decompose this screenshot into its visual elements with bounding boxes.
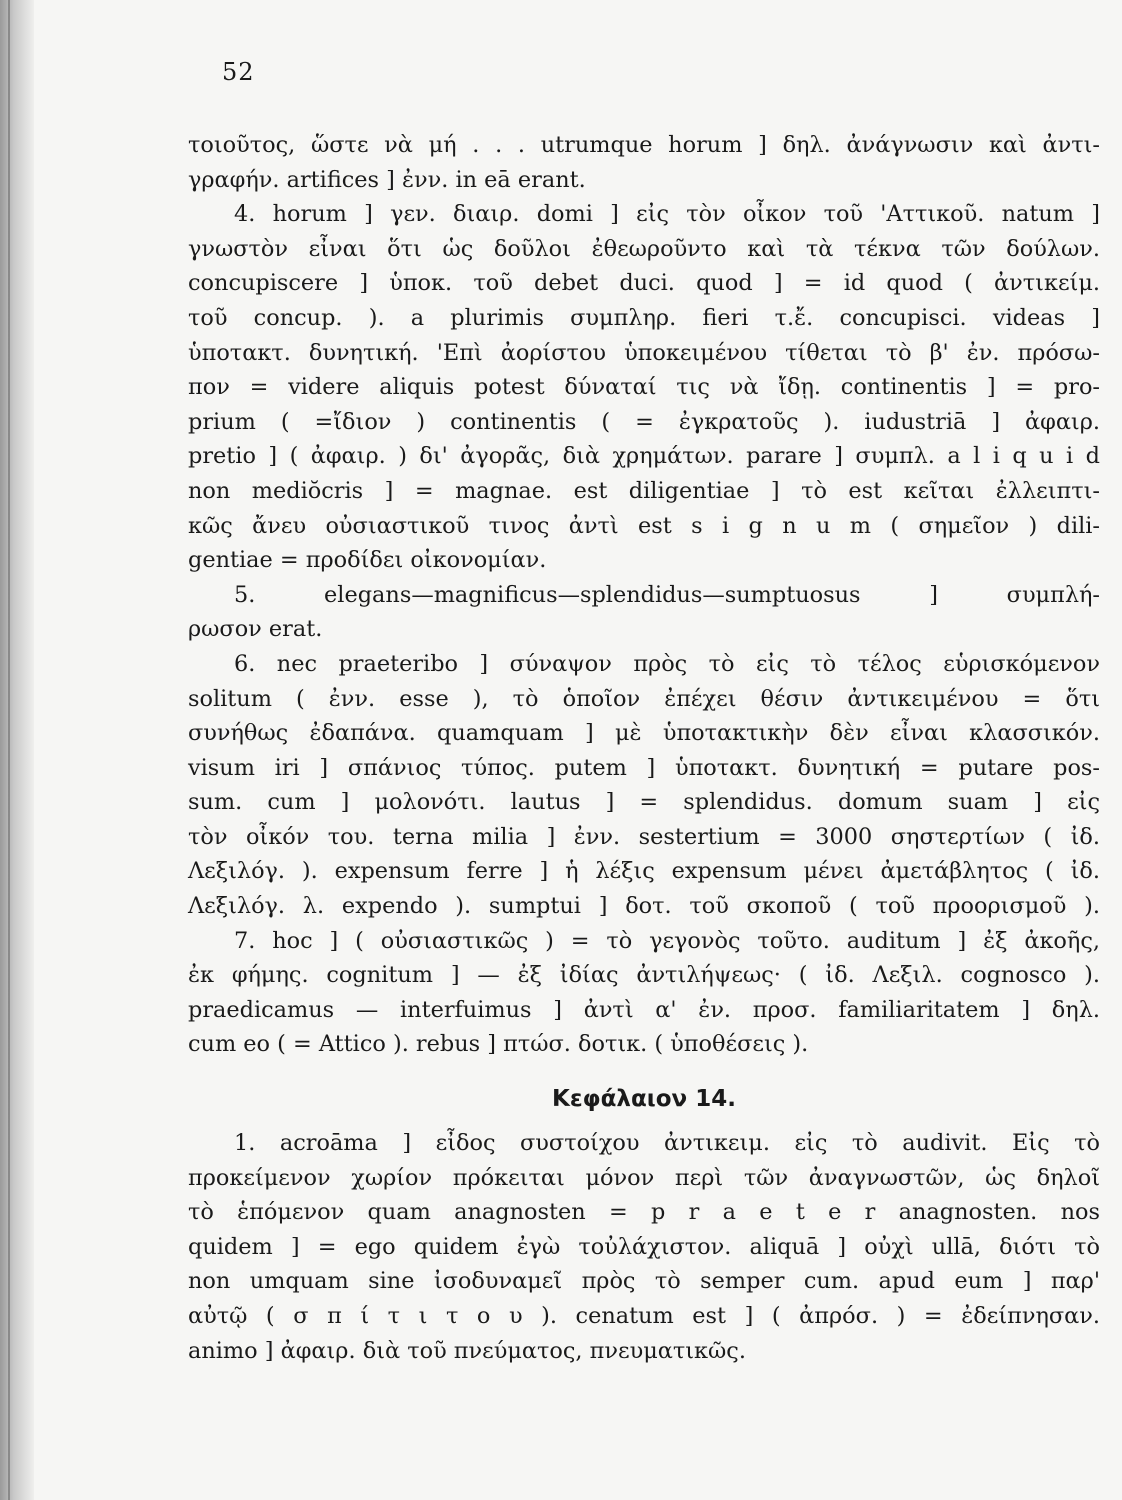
text-line: 4. horum ] γεν. διαιρ. domi ] εἰς τὸν οἶκον τοῦ 'Αττικοῦ. natum ] bbox=[234, 201, 1100, 228]
body-text bbox=[188, 128, 1100, 1368]
text-line: τοιοῦτος, ὥστε νὰ μή . . . utrumque horum ] δηλ. ἀνάγνωσιν καὶ ἀντι- bbox=[188, 132, 1100, 158]
text-line: πον = videre aliquis potest δύναταί τις νὰ ἴδῃ. continentis ] = pro- bbox=[188, 374, 1100, 401]
text-line: ὑποτακτ. δυνητική. 'Επὶ ἀορίστου ὑποκειμένου τίθεται τὸ β' ἐν. πρόσω- bbox=[188, 339, 1100, 366]
text-line: 7. hoc ] ( οὐσιαστικῶς ) = τὸ γεγονὸς τοῦτο. auditum ] ἐξ ἀκοῆς, bbox=[234, 927, 1100, 954]
page-number: 52 bbox=[222, 58, 255, 86]
text-line: 5. elegans—magnificus—splendidus—sumptuosus ] συμπλή- bbox=[234, 581, 1100, 608]
text-line: praedicamus — interfuimus ] ἀντὶ α' ἐν. προσ. familiaritatem ] δηλ. bbox=[188, 996, 1100, 1023]
commentary-chapter-13 bbox=[188, 128, 1100, 1062]
text-line: γραφήν. artifices ] ἐνν. in eā erant. bbox=[188, 166, 586, 193]
binding-shadow bbox=[0, 0, 34, 1500]
text-line: προκείμενον χωρίον πρόκειται μόνον περὶ τῶν ἀναγνωστῶν, ὡς δηλοῖ bbox=[188, 1164, 1100, 1191]
text-line: solitum ( ἐνν. esse ), τὸ ὁποῖον ἐπέχει θέσιν ἀντικειμένου = ὅτι bbox=[188, 685, 1100, 712]
commentary-chapter-14 bbox=[188, 1126, 1100, 1368]
text-line: visum iri ] σπάνιος τύπος. putem ] ὑποτακτ. δυνητική = putare pos- bbox=[188, 754, 1100, 781]
text-line: 1. acroāma ] εἶδος συστοίχου ἀντικειμ. εἰς τὸ audivit. Εἰς τὸ bbox=[234, 1130, 1100, 1157]
text-line: τοῦ concup. ). a plurimis συμπληρ. fieri τ.ἔ. concupisci. videas ] bbox=[188, 304, 1100, 331]
text-line: Λεξιλόγ. λ. expendo ). sumptui ] δοτ. τοῦ σκοποῦ ( τοῦ προορισμοῦ ). bbox=[188, 893, 1100, 920]
text-line: ἐκ φήμης. cognitum ] — ἐξ ἰδίας ἀντιλήψεως· ( ἰδ. Λεξιλ. cognosco ). bbox=[188, 962, 1100, 989]
binding-edge bbox=[8, 0, 10, 1500]
text-line: prium ( =ἴδιον ) continentis ( = ἐγκρατοῦς ). iudustriā ] ἀφαιρ. bbox=[188, 408, 1100, 435]
text-line: 6. nec praeteribo ] σύναψον πρὸς τὸ εἰς τὸ τέλος εὑρισκόμενον bbox=[234, 650, 1100, 677]
text-line: ρωσον erat. bbox=[188, 616, 323, 643]
text-line: gentiae = προδίδει οἰκονομίαν. bbox=[188, 547, 547, 574]
text-line: sum. cum ] μολονότι. lautus ] = splendidus. domum suam ] εἰς bbox=[188, 789, 1100, 816]
text-line: τὸ ἑπόμενον quam anagnosten = p r a e t e r anagnosten. nos bbox=[188, 1199, 1100, 1226]
text-line: γνωστὸν εἶναι ὅτι ὡς δοῦλοι ἐθεωροῦντο καὶ τὰ τέκνα τῶν δούλων. bbox=[188, 235, 1100, 262]
text-line: non mediŏcris ] = magnae. est diligentiae ] τὸ est κεῖται ἐλλειπτι- bbox=[188, 477, 1100, 504]
text-line: κῶς ἄνευ οὐσιαστικοῦ τινος ἀντὶ est s i g n u m ( σημεῖον ) dili- bbox=[188, 512, 1100, 539]
text-line: τὸν οἶκόν του. terna milia ] ἐνν. sestertium = 3000 σηστερτίων ( ἰδ. bbox=[188, 823, 1100, 850]
text-line: animo ] ἀφαιρ. διὰ τοῦ πνεύματος, πνευματικῶς. bbox=[188, 1337, 746, 1364]
text-line: pretio ] ( ἀφαιρ. ) δι' ἀγορᾶς, διὰ χρημάτων. parare ] συμπλ. a l i q u i d bbox=[188, 443, 1100, 470]
text-line: cum eo ( = Attico ). rebus ] πτώσ. δοτικ. ( ὑποθέσεις ). bbox=[188, 1031, 809, 1058]
text-line: concupiscere ] ὑποκ. τοῦ debet duci. quod ] = id quod ( ἀντικείμ. bbox=[188, 270, 1100, 297]
text-line: συνήθως ἐδαπάνα. quamquam ] μὲ ὑποτακτικὴν δὲν εἶναι κλασσικόν. bbox=[188, 720, 1100, 747]
text-line: Λεξιλόγ. ). expensum ferre ] ἡ λέξις expensum μένει ἀμετάβλητος ( ἰδ. bbox=[188, 858, 1100, 885]
text-line: quidem ] = ego quidem ἐγὼ τοὐλάχιστον. aliquā ] οὐχὶ ullā, διότι τὸ bbox=[188, 1233, 1100, 1260]
chapter-heading: Κεφάλαιον 14. bbox=[552, 1086, 736, 1113]
text-line: αὐτῷ ( σ π ί τ ι τ ο υ ). cenatum est ] ( ἀπρόσ. ) = ἐδείπνησαν. bbox=[188, 1303, 1100, 1329]
text-line: non umquam sine ἰσοδυναμεῖ πρὸς τὸ semper cum. apud eum ] παρ' bbox=[188, 1268, 1100, 1295]
